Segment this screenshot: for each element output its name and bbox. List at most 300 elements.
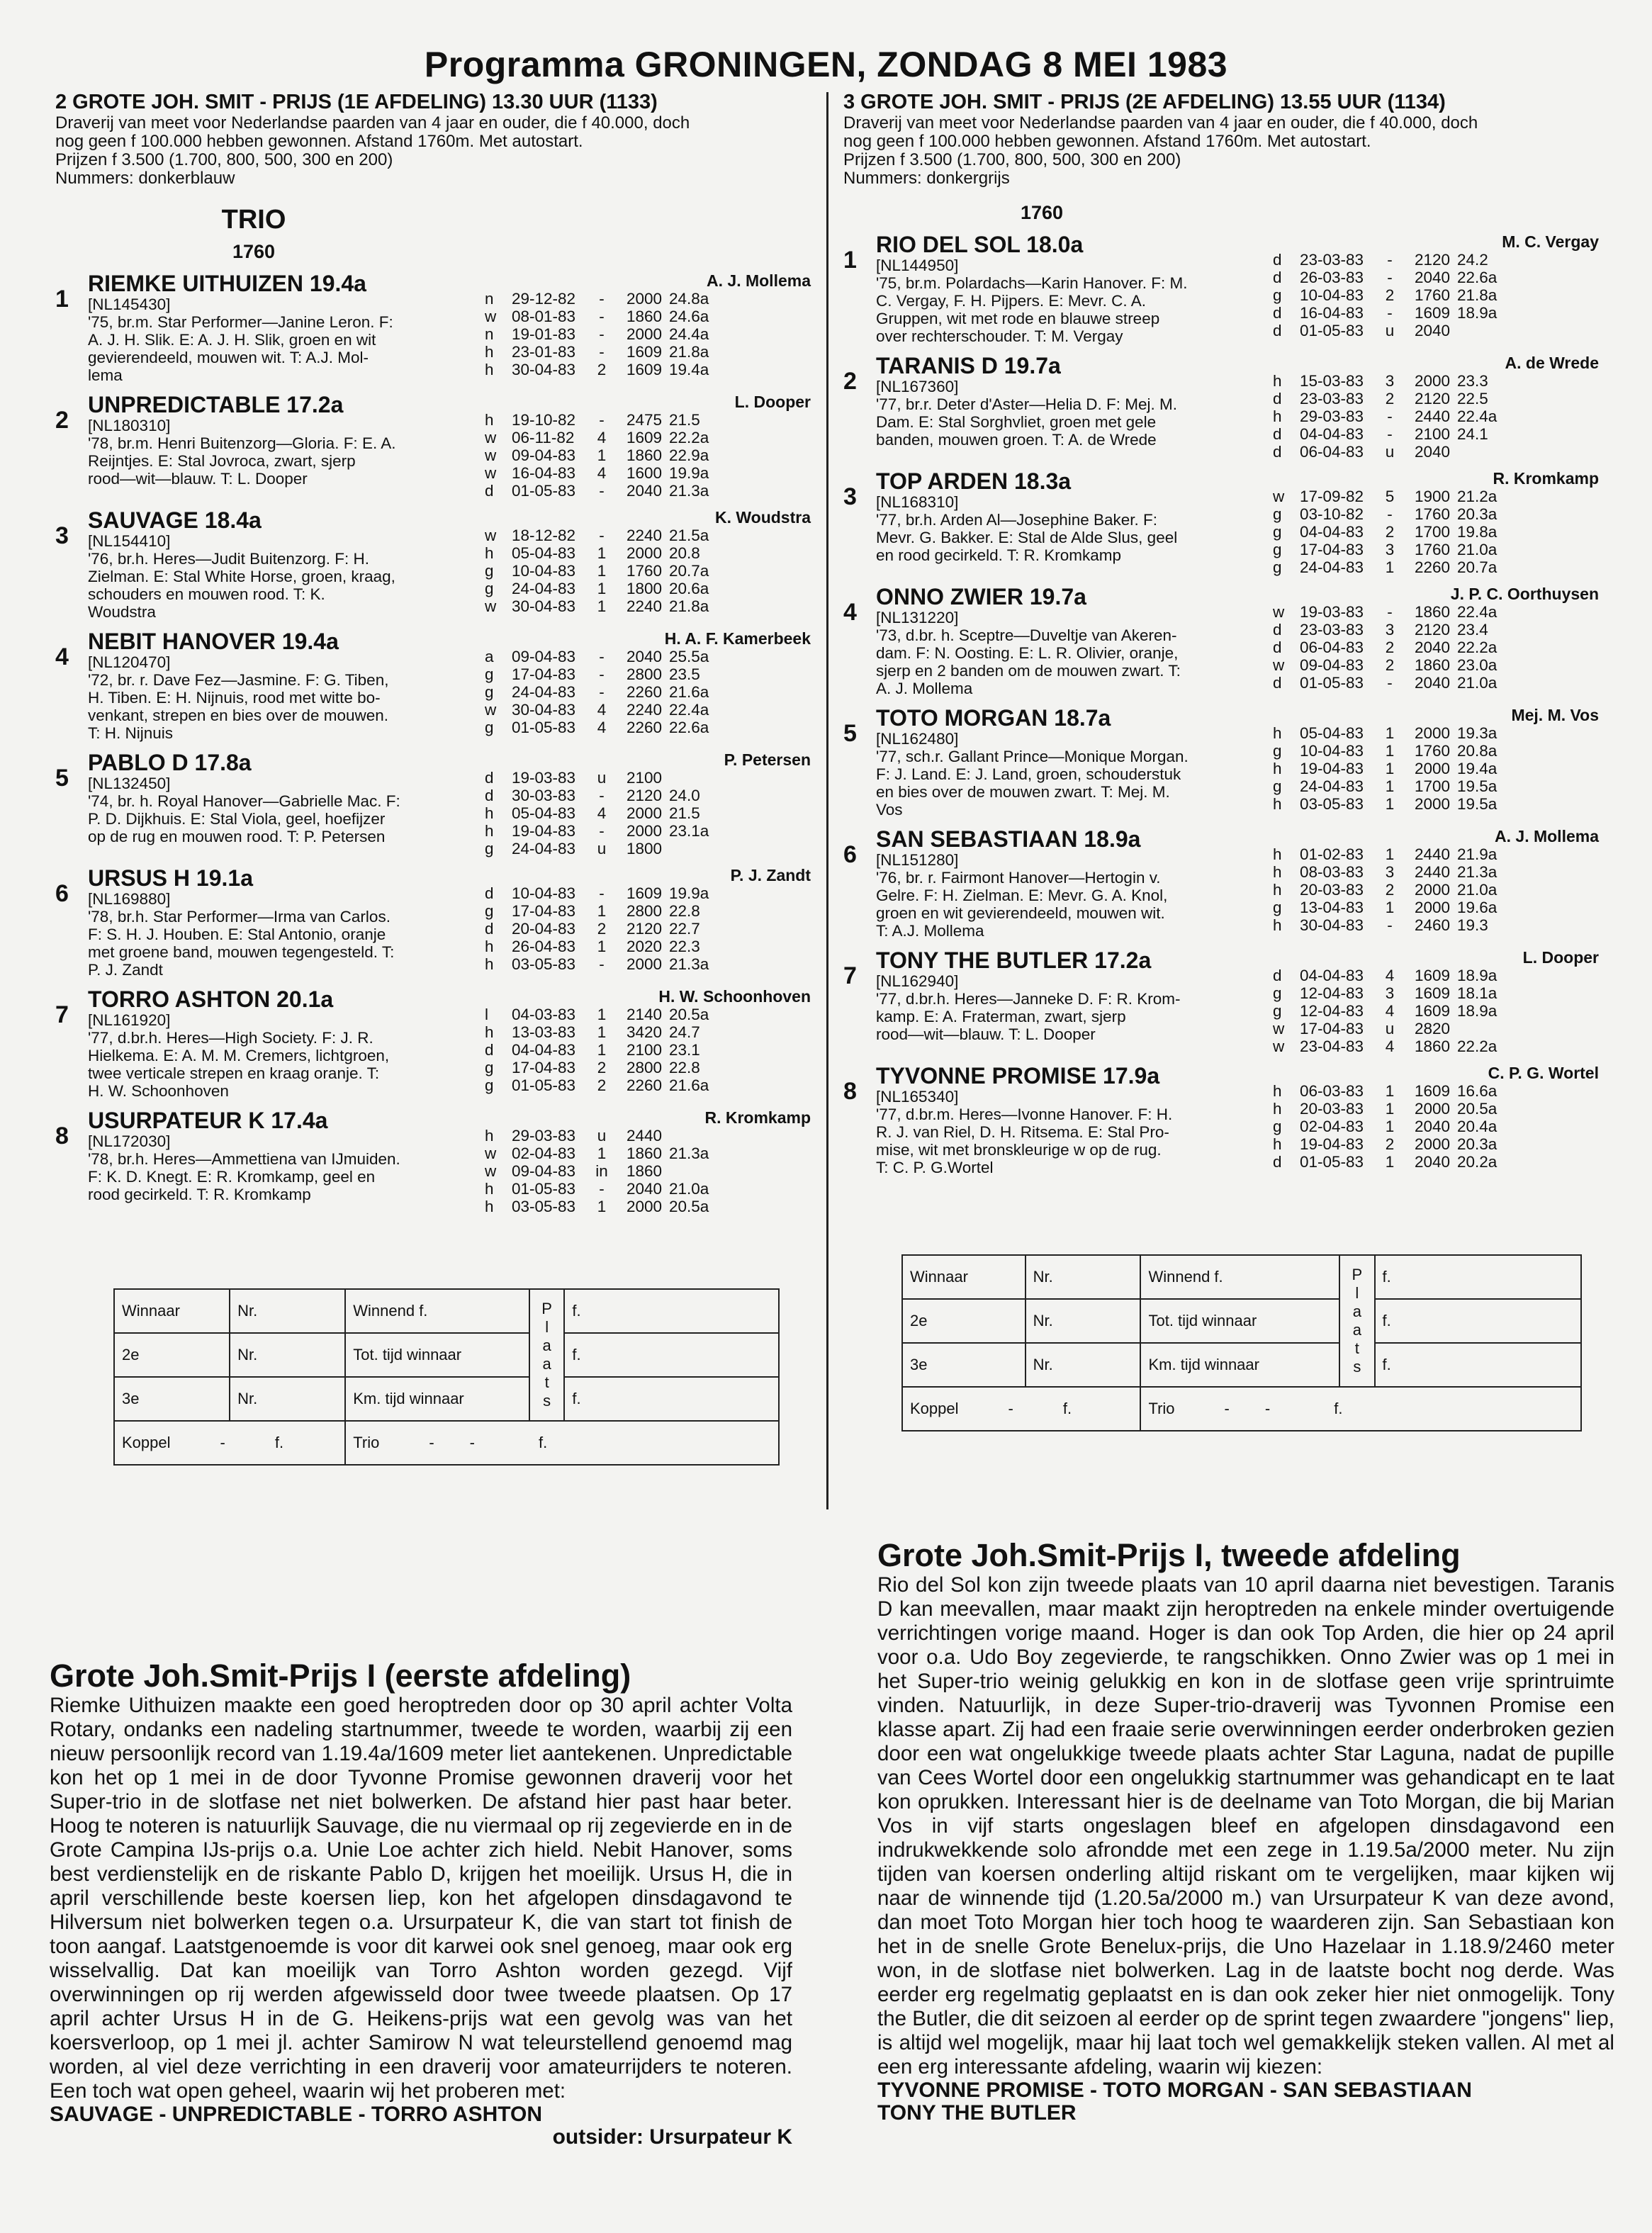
horse-description: sjerp en 2 banden om de mouwen zwart. T: xyxy=(876,662,1181,680)
form-cell: 1 xyxy=(597,544,607,562)
form-cell: g xyxy=(485,719,494,736)
form-cell: 10-04-83 xyxy=(1300,742,1364,760)
form-cell: d xyxy=(1273,322,1282,339)
horse-entry xyxy=(55,987,821,1100)
form-cell: 2100 xyxy=(626,769,662,787)
form-cell: 1860 xyxy=(1414,656,1450,674)
horse-description: venkant, strepen en bies over de mouwen. xyxy=(88,707,389,724)
form-cell: 20.3a xyxy=(1457,1135,1498,1153)
form-cell xyxy=(662,769,726,787)
horse-registration: [NL162480] xyxy=(876,730,959,748)
form-cell: - xyxy=(1387,425,1393,443)
horse-description: '77, br.r. Deter d'Aster—Helia D. F: Mej. M. xyxy=(876,395,1177,413)
form-cell: 1 xyxy=(597,1006,607,1023)
form-cell: 2 xyxy=(1385,286,1395,304)
horse-description: P. J. Zandt xyxy=(88,961,163,979)
form-cell: 19.3a xyxy=(1457,724,1498,742)
form-cell: - xyxy=(599,308,605,325)
form-cell: 2120 xyxy=(1414,390,1450,407)
form-cell: 22.2a xyxy=(1457,639,1498,656)
form-row xyxy=(1273,304,1599,322)
horse-description: T: C. P. G.Wortel xyxy=(876,1159,994,1176)
form-cell: h xyxy=(485,544,494,562)
f-field[interactable]: f. xyxy=(1375,1343,1582,1387)
horse-name: TOP ARDEN 18.3a xyxy=(876,468,1072,494)
form-cell: g xyxy=(485,683,494,701)
form-cell: 2240 xyxy=(626,597,662,615)
form-cell: g xyxy=(1273,523,1282,541)
form-cell: 2460 xyxy=(1414,916,1450,934)
form-cell: 22.2a xyxy=(669,429,709,446)
form-cell: 2260 xyxy=(626,719,662,736)
horse-description: '76, br.h. Heres—Judit Buitenzorg. F: H. xyxy=(88,550,369,568)
form-row xyxy=(485,822,811,840)
form-row xyxy=(1273,541,1599,558)
form-cell: g xyxy=(1273,777,1282,795)
horse-name: TARANIS D 19.7a xyxy=(876,353,1061,378)
form-cell: 23-03-83 xyxy=(1300,621,1364,639)
nr-label: Nr. xyxy=(1026,1255,1141,1299)
form-row xyxy=(485,683,811,701)
horse-registration: [NL161920] xyxy=(88,1011,171,1029)
form-cell: g xyxy=(1273,899,1282,916)
article-2-picks-line-1: TYVONNE PROMISE - TOTO MORGAN - SAN SEBASTIAAN xyxy=(877,2079,1472,2102)
form-cell: 2260 xyxy=(626,683,662,701)
form-cell: d xyxy=(485,482,494,500)
form-cell: 2000 xyxy=(1414,1135,1450,1153)
form-cell: 2120 xyxy=(626,787,662,804)
form-cell: 21.3a xyxy=(669,955,709,973)
form-cell: 24.2 xyxy=(1457,251,1488,269)
form-cell: 17-04-83 xyxy=(512,1059,576,1076)
form-row xyxy=(485,769,811,787)
form-cell xyxy=(1450,443,1514,461)
form-row xyxy=(1273,724,1599,742)
horse-name: RIEMKE UITHUIZEN 19.4a xyxy=(88,271,366,296)
form-row xyxy=(485,1076,811,1094)
form-cell: u xyxy=(597,1127,607,1144)
form-cell: h xyxy=(1273,407,1282,425)
horse-info xyxy=(88,271,485,384)
form-cell: - xyxy=(1387,916,1393,934)
form-cell: 24-04-83 xyxy=(512,840,576,857)
form-cell: 2440 xyxy=(1414,407,1450,425)
tot-tijd-label: Tot. tijd winnaar xyxy=(345,1333,529,1377)
horse-description: op de rug en mouwen rood. T: P. Petersen xyxy=(88,828,386,845)
form-cell: 24-04-83 xyxy=(512,580,576,597)
form-cell: 19-03-83 xyxy=(1300,603,1364,621)
form-cell: 23-03-83 xyxy=(1300,251,1364,269)
form-cell: w xyxy=(1273,656,1285,674)
horse-name: UNPREDICTABLE 17.2a xyxy=(88,392,344,417)
horse-description: F: K. D. Knegt. E: R. Kromkamp, geel en xyxy=(88,1168,376,1186)
form-row xyxy=(485,1006,811,1023)
form-cell: 2800 xyxy=(626,902,662,920)
form-cell: u xyxy=(597,840,607,857)
form-row xyxy=(485,544,811,562)
form-cell: 01-05-83 xyxy=(512,719,576,736)
form-cell: 10-04-83 xyxy=(1300,286,1364,304)
horse-info xyxy=(876,232,1273,345)
form-cell: 2440 xyxy=(1414,863,1450,881)
horse-number: 5 xyxy=(843,720,857,747)
form-cell: 2 xyxy=(597,1076,607,1094)
form-cell: d xyxy=(1273,304,1282,322)
horse-trainer: R. Kromkamp xyxy=(1493,469,1599,488)
form-cell: g xyxy=(1273,1118,1282,1135)
horse-description: rood gecirkeld. T: R. Kromkamp xyxy=(88,1186,311,1203)
form-cell: 19.5a xyxy=(1457,777,1498,795)
nr-label: Nr. xyxy=(1026,1343,1141,1387)
form-row xyxy=(485,290,811,308)
form-cell: 21.0a xyxy=(1457,541,1498,558)
form-cell: 2020 xyxy=(626,938,662,955)
form-cell: 2000 xyxy=(626,955,662,973)
form-cell: 21.6a xyxy=(669,683,709,701)
f-field[interactable]: f. xyxy=(564,1289,779,1333)
horse-name: TOTO MORGAN 18.7a xyxy=(876,705,1111,731)
form-cell: 2040 xyxy=(626,1180,662,1198)
form-cell: u xyxy=(597,769,607,787)
form-cell: w xyxy=(485,1144,497,1162)
form-row xyxy=(485,648,811,665)
horse-registration: [NL165340] xyxy=(876,1088,959,1106)
race-3-result-table xyxy=(901,1254,1582,1432)
race-2-program xyxy=(55,91,821,1215)
form-row xyxy=(485,884,811,902)
form-cell: 2040 xyxy=(1414,269,1450,286)
horse-entry xyxy=(843,1064,1609,1176)
form-cell: g xyxy=(485,1059,494,1076)
horse-info xyxy=(88,393,485,500)
form-cell: 19-04-83 xyxy=(1300,760,1364,777)
form-cell: 5 xyxy=(1385,488,1395,505)
horse-number: 4 xyxy=(843,599,857,626)
form-cell: 2240 xyxy=(626,701,662,719)
horse-name: SAN SEBASTIAAN 18.9a xyxy=(876,826,1141,852)
form-cell: 10-04-83 xyxy=(512,562,576,580)
form-cell: 21.9a xyxy=(1457,845,1498,863)
form-cell: 20.7a xyxy=(669,562,709,580)
form-cell: 19.9a xyxy=(669,884,709,902)
horse-entry xyxy=(843,354,1609,461)
form-cell: 24-04-83 xyxy=(512,683,576,701)
horse-form xyxy=(485,866,811,979)
form-row xyxy=(485,464,811,482)
trio-row[interactable]: Trio - - f. xyxy=(1140,1387,1581,1431)
form-cell: 08-01-83 xyxy=(512,308,576,325)
form-cell: 20.5a xyxy=(1457,1100,1498,1118)
form-cell: 4 xyxy=(1385,967,1395,984)
koppel-row[interactable]: Koppel - f. xyxy=(114,1421,345,1465)
form-cell: 1609 xyxy=(626,884,662,902)
form-row xyxy=(485,955,811,973)
form-cell: 29-03-83 xyxy=(512,1127,576,1144)
form-cell: 2040 xyxy=(1414,322,1450,339)
form-cell: 2 xyxy=(1385,390,1395,407)
form-row xyxy=(485,527,811,544)
form-cell: d xyxy=(1273,390,1282,407)
form-cell: - xyxy=(599,787,605,804)
form-cell: 21.3a xyxy=(669,1144,709,1162)
form-cell: 21.3a xyxy=(1457,863,1498,881)
form-cell: 23.5 xyxy=(669,665,700,683)
form-row xyxy=(1273,760,1599,777)
horse-info xyxy=(876,1064,1273,1176)
form-cell: 22.2a xyxy=(1457,1037,1498,1055)
form-cell: n xyxy=(485,325,494,343)
horse-description: '77, d.br.h. Heres—Janneke D. F: R. Krom- xyxy=(876,990,1181,1008)
form-cell: 3420 xyxy=(626,1023,662,1041)
form-cell: 2800 xyxy=(626,665,662,683)
form-cell: - xyxy=(1387,505,1393,523)
form-cell: 2140 xyxy=(626,1006,662,1023)
trio-label: TRIO xyxy=(221,205,286,235)
form-cell: 2040 xyxy=(626,482,662,500)
form-cell: 21.0a xyxy=(1457,674,1498,692)
form-cell: 4 xyxy=(597,804,607,822)
horse-description: groen en wit gevierendeeld, mouwen wit. xyxy=(876,904,1165,922)
form-cell: 2120 xyxy=(626,920,662,938)
form-row xyxy=(1273,1118,1599,1135)
horse-description: lema xyxy=(88,366,123,384)
form-row xyxy=(1273,742,1599,760)
form-row xyxy=(1273,390,1599,407)
form-cell: 21.0a xyxy=(1457,881,1498,899)
condition-line: Prijzen f 3.500 (1.700, 800, 500, 300 en 200) xyxy=(55,150,393,169)
horse-info xyxy=(88,750,485,857)
form-row xyxy=(485,902,811,920)
nr-label: Nr. xyxy=(1026,1299,1141,1343)
article-2-picks-line-2: TONY THE BUTLER xyxy=(877,2101,1077,2125)
form-cell: 1700 xyxy=(1414,777,1450,795)
km-tijd-label: Km. tijd winnaar xyxy=(1140,1343,1339,1387)
form-cell: d xyxy=(485,884,494,902)
form-cell: 1760 xyxy=(1414,286,1450,304)
race-3-conditions xyxy=(843,114,1609,188)
form-cell: h xyxy=(485,804,494,822)
horse-number: 6 xyxy=(843,841,857,868)
form-cell: 24.6a xyxy=(669,308,709,325)
form-cell: 06-04-83 xyxy=(1300,639,1364,656)
form-cell: 1609 xyxy=(1414,984,1450,1002)
form-cell: 24.4a xyxy=(669,325,709,343)
form-row xyxy=(1273,322,1599,339)
f-field[interactable]: f. xyxy=(564,1377,779,1421)
form-row xyxy=(1273,967,1599,984)
form-cell: 25.5a xyxy=(669,648,709,665)
article-race-3 xyxy=(877,1538,1614,2125)
form-row xyxy=(485,840,811,857)
horse-form xyxy=(1273,948,1599,1055)
horse-description: Reijntjes. E: Stal Jovroca, zwart, sjerp xyxy=(88,452,356,470)
form-cell: 2040 xyxy=(1414,1153,1450,1171)
form-row xyxy=(1273,899,1599,916)
horse-number: 3 xyxy=(55,522,69,549)
article-race-2 xyxy=(50,1658,792,2149)
form-row xyxy=(1273,984,1599,1002)
form-cell: h xyxy=(1273,372,1282,390)
form-cell: 01-05-83 xyxy=(1300,674,1364,692)
form-row xyxy=(1273,863,1599,881)
form-cell: 2000 xyxy=(626,290,662,308)
form-row xyxy=(1273,286,1599,304)
form-cell: - xyxy=(599,290,605,308)
form-row xyxy=(1273,795,1599,813)
form-cell: g xyxy=(485,665,494,683)
km-tijd-label: Km. tijd winnaar xyxy=(345,1377,529,1421)
form-cell: 29-12-82 xyxy=(512,290,576,308)
form-cell: 20.5a xyxy=(669,1006,709,1023)
form-cell: d xyxy=(485,787,494,804)
form-cell: 1760 xyxy=(1414,742,1450,760)
horse-description: schouders en mouwen rood. T: K. xyxy=(88,585,325,603)
form-cell: 20.8a xyxy=(1457,742,1498,760)
horse-description: banden, mouwen groen. T: A. de Wrede xyxy=(876,431,1157,449)
form-row xyxy=(485,411,811,429)
race-2-distance: 1760 xyxy=(232,241,276,262)
horse-trainer: Mej. M. Vos xyxy=(1511,706,1599,724)
form-cell: 22.3 xyxy=(669,938,700,955)
horse-entry xyxy=(55,629,821,742)
trio-row[interactable]: Trio - - f. xyxy=(345,1421,779,1465)
horse-description: A. J. Mollema xyxy=(876,680,973,697)
form-cell: 1 xyxy=(1385,760,1395,777)
form-cell: 4 xyxy=(597,701,607,719)
winnend-label: Winnend f. xyxy=(1140,1255,1339,1299)
form-cell: 2120 xyxy=(1414,621,1450,639)
form-cell: - xyxy=(1387,674,1393,692)
form-cell: a xyxy=(485,648,494,665)
form-cell: h xyxy=(485,1127,494,1144)
winnaar-label: Winnaar xyxy=(902,1255,1026,1299)
horse-number: 5 xyxy=(55,765,69,792)
form-cell: 22.8 xyxy=(669,1059,700,1076)
form-cell: 2120 xyxy=(1414,251,1450,269)
horse-form xyxy=(1273,585,1599,697)
condition-line: nog geen f 100.000 hebben gewonnen. Afstand 1760m. Met autostart. xyxy=(843,132,1371,151)
form-cell: 18-12-82 xyxy=(512,527,576,544)
form-cell: 30-04-83 xyxy=(512,701,576,719)
horse-entry xyxy=(843,469,1609,576)
form-cell: 29-03-83 xyxy=(1300,407,1364,425)
horse-name: TYVONNE PROMISE 17.9a xyxy=(876,1063,1160,1089)
plaats-label: P l a a t s xyxy=(529,1289,564,1421)
form-cell: 22.7 xyxy=(669,920,700,938)
form-cell: 13-03-83 xyxy=(512,1023,576,1041)
form-cell: 1860 xyxy=(1414,603,1450,621)
f-field[interactable]: f. xyxy=(564,1333,779,1377)
form-cell: - xyxy=(599,325,605,343)
form-row xyxy=(1273,1100,1599,1118)
form-cell: 3 xyxy=(1385,372,1395,390)
horse-registration: [NL132450] xyxy=(88,775,171,792)
form-cell: - xyxy=(599,665,605,683)
horse-entry xyxy=(843,706,1609,819)
form-cell: 10-04-83 xyxy=(512,884,576,902)
horse-registration: [NL172030] xyxy=(88,1132,171,1150)
form-cell: 01-05-83 xyxy=(512,1180,576,1198)
form-cell: - xyxy=(599,884,605,902)
winnaar-label: Winnaar xyxy=(114,1289,230,1333)
form-cell: 19.4a xyxy=(1457,760,1498,777)
form-cell: 2000 xyxy=(626,325,662,343)
horse-description: twee verticale strepen en kraag oranje. T: xyxy=(88,1064,380,1082)
horse-description: Mevr. G. Bakker. E: Stal de Alde Slus, geel xyxy=(876,529,1178,546)
form-cell: 1 xyxy=(1385,1153,1395,1171)
form-cell: 01-05-83 xyxy=(512,1076,576,1094)
form-cell: h xyxy=(485,822,494,840)
form-cell: w xyxy=(1273,603,1285,621)
form-cell: h xyxy=(1273,724,1282,742)
form-cell: h xyxy=(485,1023,494,1041)
form-cell: g xyxy=(1273,984,1282,1002)
form-cell: n xyxy=(485,290,494,308)
horse-number: 7 xyxy=(843,962,857,989)
form-cell: 19-04-83 xyxy=(512,822,576,840)
form-cell: g xyxy=(1273,742,1282,760)
horse-name: TORRO ASHTON 20.1a xyxy=(88,986,334,1012)
form-row xyxy=(485,1162,811,1180)
form-cell: - xyxy=(1387,407,1393,425)
article-2-body: Rio del Sol kon zijn tweede plaats van 10 april daarna niet bevestigen. Taranis D kan meevallen, maar maakt zijn heroptreden na enkele minder overtuigende verrichtingen vorige maand. Hoger is dan ook Top Arden, die hier op 24 april voor o.a. Udo Boy zegevierde, te rangschikken. Onno Zwier was op 1 mei in het Super-trio weinig gelukkig en kon in de slotfase geen vrije sprintruimte vinden. Natuurlijk, in deze Super-trio-draverij was Tyvonnen Promise een klasse apart. Zij had een fraaie serie overwinningen eerder onderbroken gezien door een wat ongelukkige tweede plaats achter Star Laguna, nadat de pupille van Cees Wortel door een ongelukkig startnummer was gehandicapt en te laat kon oprukken. Interessant hier is de deelname van Toto Morgan, die bij Marian Vos in vijf starts ongeslagen bleef en afgelopen dinsdagavond een indrukwekkende solo afrondde met een zege in 1.19.5a/2000 meter. Nu zijn tijden van koersen onderling altijd riskant om te vergelijken, maar kijken wij naar de winnende tijd (1.20.5a/2000 m.) van Ursurpateur K van deze avond, dan moet Toto Morgan hier toch hoog te waarderen zijn. San Sebastiaan kon het in de snelle Grote Benelux-prijs, die Uno Hazelaar in 1.18.9/2460 meter won, in de slotfase niet bolwerken. Lag in de laatste bocht nog derde. Was eerder erg regelmatig geplaatst en is dan ook zeker hier niet onmogelijk. Tony the Butler, die dit seizoen al eerder op de sprint tegen zwaardere "jongens" liep, is altijd wel mogelijk, maar hij laat toch wel gemakkelijk steken vallen. Al met al een erg interessante afdeling, waarin wij kiezen: xyxy=(877,1573,1614,2079)
form-cell: 4 xyxy=(597,464,607,482)
form-cell: 2000 xyxy=(1414,795,1450,813)
form-cell: - xyxy=(1387,269,1393,286)
nr-label: Nr. xyxy=(230,1289,345,1333)
f-field[interactable]: f. xyxy=(1375,1255,1582,1299)
form-cell: 21.0a xyxy=(669,1180,709,1198)
form-cell: 3 xyxy=(1385,621,1395,639)
form-row xyxy=(485,1059,811,1076)
form-cell: 2 xyxy=(597,1059,607,1076)
form-cell: 2000 xyxy=(1414,881,1450,899)
horse-form xyxy=(485,508,811,621)
horse-description: '77, d.br.h. Heres—High Society. F: J. R. xyxy=(88,1029,373,1047)
form-cell: 1 xyxy=(597,446,607,464)
horse-description: '75, br.m. Star Performer—Janine Leron. F: xyxy=(88,313,393,331)
f-field[interactable]: f. xyxy=(1375,1299,1582,1343)
form-cell: u xyxy=(1385,443,1395,461)
horse-trainer: A. J. Mollema xyxy=(1495,827,1599,845)
form-cell: g xyxy=(485,1076,494,1094)
form-cell: - xyxy=(599,648,605,665)
form-cell: 3 xyxy=(1385,984,1395,1002)
form-cell: - xyxy=(599,343,605,361)
form-cell: d xyxy=(1273,674,1282,692)
form-row xyxy=(1273,523,1599,541)
form-row xyxy=(1273,603,1599,621)
form-cell: 19.5a xyxy=(1457,795,1498,813)
form-cell: 21.2a xyxy=(1457,488,1498,505)
horse-entry xyxy=(55,271,821,384)
horse-info xyxy=(88,1108,485,1215)
form-cell: h xyxy=(485,1180,494,1198)
article-1-body: Riemke Uithuizen maakte een goed heroptreden door op 30 april achter Volta Rotary, ondanks een nadeling startnummer, tweede te worden, waarbij zij een nieuw persoonlijk record van 1.19.4a/1609 meter liet aantekenen. Unpredictable kon het op 1 mei in de door Tyvonne Promise gewonnen draverij voor het Super-trio in de slotfase net niet bolwerken. De afstand hier past haar beter. Hoog te noteren is natuurlijk Sauvage, die nu viermaal op rij zegevierde en in de Grote Campina IJs-prijs o.a. Unie Loe achter zich hield. Nebit Hanover, soms best verdienstelijk en de riskante Pablo D, krijgen het moeilijk. Ursus H, die in april verschillende beste koersen liep, kon het afgelopen dinsdagavond te Hilversum niet bolwerken tegen o.a. Ursurpateur K, die van start tot finish de toon aangaf. Laatstgenoemde is voor dit karwei ook snel genoeg, maar ook erg wisselvallig. Dat kan moeilijk van Torro Ashton worden gezegd. Vijf overwinningen op rij werden afgewisseld door twee tweede plaatsen. Op 17 april achter Ursus H in de G. Heikens-prijs wat een gevolg was van het koersverloop, op 1 mei jl. achter Samirow N wat teleurstellend genoemd mag worden, al viel deze verrichting in een draverij voor amateurrijders te noteren. Een toch wat open geheel, waarin wij het proberen met: xyxy=(50,1694,792,2103)
form-cell: 22.4a xyxy=(1457,407,1498,425)
form-cell: 21.8a xyxy=(1457,286,1498,304)
koppel-row[interactable]: Koppel - f. xyxy=(902,1387,1140,1431)
form-cell: 17-09-82 xyxy=(1300,488,1364,505)
form-cell: 1860 xyxy=(626,1162,662,1180)
form-cell: 1 xyxy=(597,580,607,597)
form-cell: 01-05-83 xyxy=(1300,1153,1364,1171)
horse-description: '73, d.br. h. Sceptre—Duveltje van Akeren- xyxy=(876,626,1177,644)
horse-name: TONY THE BUTLER 17.2a xyxy=(876,947,1152,973)
form-row xyxy=(485,804,811,822)
nr-label: Nr. xyxy=(230,1377,345,1421)
form-row xyxy=(485,343,811,361)
